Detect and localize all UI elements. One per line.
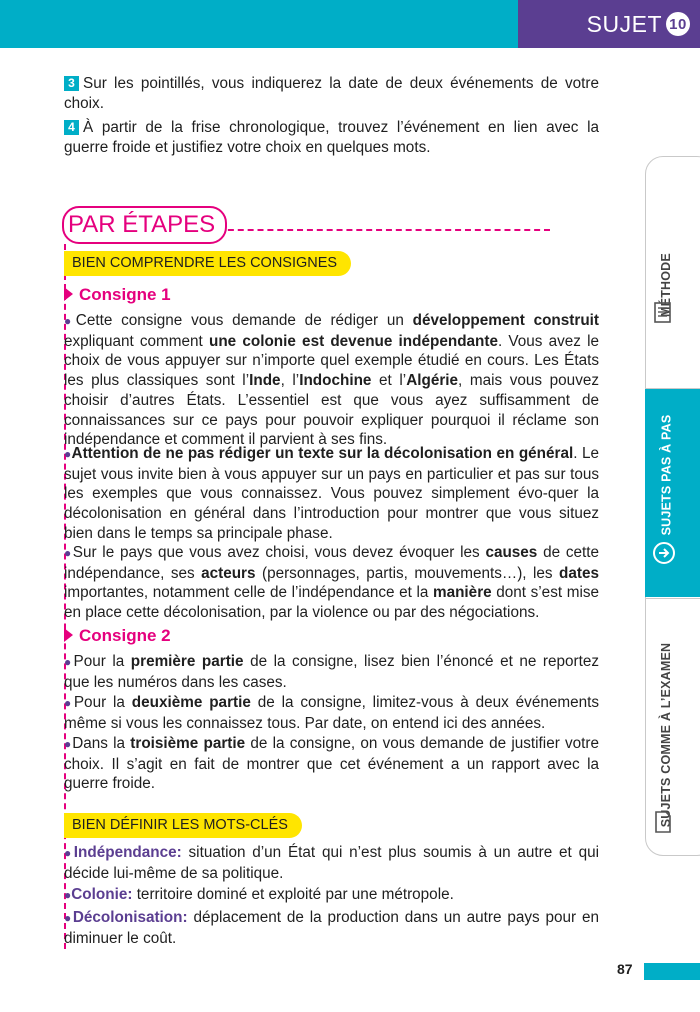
triangle-icon <box>64 628 73 642</box>
question-number: 4 <box>64 120 79 135</box>
sujet-badge <box>518 0 700 48</box>
consigne-1-bullet-1: ●Cette consigne vous demande de rédiger un développement construit expliquant comment une colonie est devenue indépendante. Vous avez le choix de vous appuyer sur n’importe quel exemple étudié en cours. Les États les plus classiques sont l’Inde, l’Indochine et l’Algérie, mais vous pouvez choisir d’autres États. L’essentiel est que vous ayez suffisamment de connaissances sur ce pays pour pouvoir expliquer pourquoi il réclame son indépendance et comment il parvient à ses fins. <box>64 312 600 449</box>
consigne-1-title: Consigne 1 <box>64 285 171 305</box>
consigne-1-bullet-2: ●Attention de ne pas rédiger un texte sur la décolonisation en général. Le sujet vous invite bien à vous appuyer sur un pays en particulier et pas sur tous les exemples que vous connaissez. Vous pouvez simplement évo-quer la décolonisation en général dans l’introduction pour montrer que vous situez bien dans le temps sa principale phase. <box>64 445 600 542</box>
header-bar <box>0 0 518 48</box>
sidebar-divider <box>645 388 700 389</box>
question-3 <box>64 74 599 113</box>
definition-text: déplacement de la production dans un autre pays pour en diminuer le coût. <box>64 909 600 947</box>
bullet-icon: ● <box>64 546 73 560</box>
definition-text: territoire dominé et exploité par une métropole. <box>136 886 454 903</box>
consigne-2-bullet-1: ●Pour la première partie de la consigne, lisez bien l’énoncé et ne reportez que les numéros dans les cases. <box>64 653 599 691</box>
consigne-1-bullet-3: ●Sur le pays que vous avez choisi, vous devez évoquer les causes de cette indépendance, ses acteurs (personnages, partis, mouvements…), les dates importantes, notamment celle de l’indépendance et la manière dont s’est mise en place cette décolonisation, par la violence ou par des négociations. <box>64 544 599 622</box>
sidebar-tab-label: SUJETS PAS À PAS <box>659 414 674 536</box>
bullet-icon: ● <box>64 737 73 751</box>
bullet-icon: ● <box>64 447 72 461</box>
bullet-icon: ● <box>64 696 74 710</box>
definition-term: Colonie: <box>71 886 133 903</box>
bullet-icon: ● <box>64 888 72 902</box>
definition-item <box>64 908 599 948</box>
document-icon <box>653 810 673 834</box>
notebook-icon <box>653 302 673 324</box>
sujet-number: 10 <box>666 12 690 36</box>
consigne-2-bullet-2: ●Pour la deuxième partie de la consigne, limitez-vous à deux événements même si vous les connaissez tous. Par date, on entend ici des années. <box>64 694 600 732</box>
definition-term: Décolonisation: <box>72 909 188 926</box>
sujet-label: SUJET <box>586 10 662 37</box>
sidebar-tab-sujets-examen[interactable] <box>646 640 686 830</box>
question-number: 3 <box>64 76 79 91</box>
sidebar-divider <box>645 598 700 599</box>
arrow-circle-icon <box>652 541 676 565</box>
definition-item <box>64 843 599 883</box>
page-number: 87 <box>617 961 633 977</box>
question-text: Sur les pointillés, vous indiquerez la date de deux événements de votre choix. <box>64 75 599 112</box>
definition-term: Indépendance: <box>73 844 182 861</box>
consigne-2-title: Consigne 2 <box>64 626 171 646</box>
bullet-icon: ● <box>64 911 73 925</box>
bullet-icon: ● <box>64 655 74 669</box>
section-title: PAR ÉTAPES <box>62 206 227 244</box>
consignes-heading: BIEN COMPRENDRE LES CONSIGNES <box>64 251 351 276</box>
page-number-bar <box>644 963 700 980</box>
question-text: À partir de la frise chronologique, trouvez l’événement en lien avec la guerre froide et justifiez votre choix en quelques mots. <box>64 119 599 156</box>
definition-item <box>64 885 599 906</box>
sidebar-tab-label: MÉTHODE <box>659 253 673 317</box>
bullet-icon: ● <box>64 846 74 860</box>
section-dash-line <box>218 229 550 231</box>
definition-text: situation d’un État qui n’est plus soumis à un autre et qui décide lui-même de sa politique. <box>64 844 599 882</box>
motscles-heading: BIEN DÉFINIR LES MOTS-CLÉS <box>64 813 302 838</box>
sidebar-tab-sujets-pas-a-pas[interactable] <box>646 400 686 550</box>
triangle-icon <box>64 287 73 301</box>
question-4 <box>64 118 599 157</box>
sidebar-tab-label: SUJETS COMME À L’EXAMEN <box>659 642 674 828</box>
bullet-icon: ● <box>64 314 76 328</box>
consigne-2-bullet-3: ●Dans la troisième partie de la consigne, on vous demande de justifier votre choix. Il s’agit en fait de montrer que cet événement a un rapport avec la guerre froide. <box>64 735 600 793</box>
